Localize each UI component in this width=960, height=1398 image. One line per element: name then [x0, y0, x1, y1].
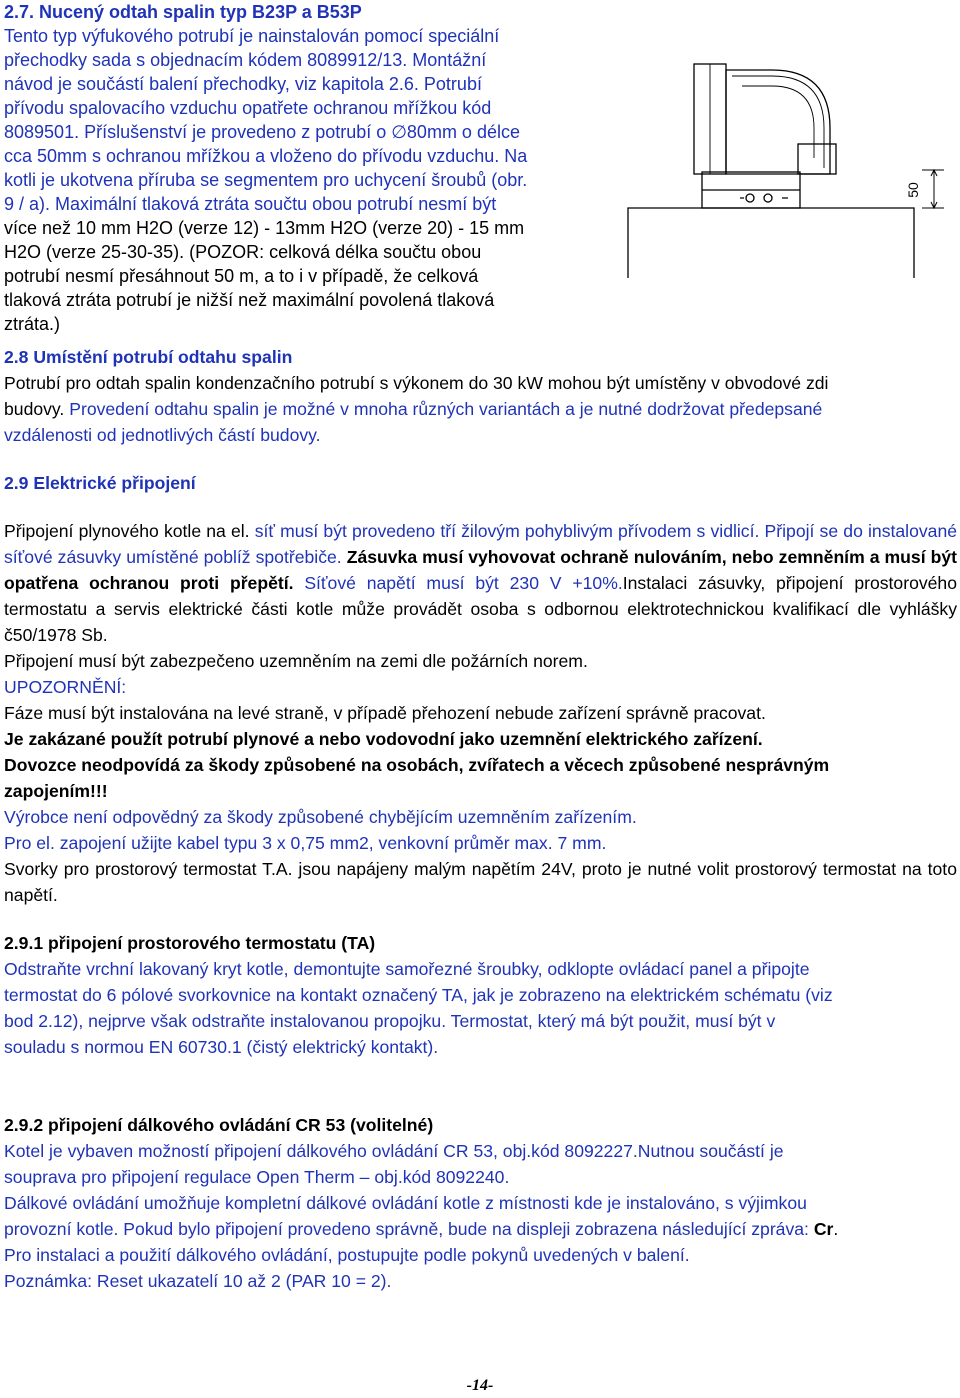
section-2-7-line: H2O (verze 25-30-35). (POZOR: celková délka součtu obou — [4, 242, 482, 262]
text-run: osoba s odbornou elektrotechnickou kvalifikací dle vyhlášky č50/1978 Sb. — [4, 599, 957, 645]
section-2-7-line: Tento typ výfukového potrubí je nainstalován pomocí speciální — [4, 26, 500, 46]
section-2-7-line: potrubí nesmí přesáhnout 50 m, a to i v případě, že celková — [4, 266, 479, 286]
section-2-7-line: přívodu spalovacího vzduchu opatřete ochranou mřížkou kód — [4, 98, 492, 118]
section-2-7-line: přechodky sada s objednacím kódem 8089912/13. Montážní — [4, 50, 487, 70]
text-run: termostat do 6 pólové svorkovnice na kontakt označený TA, jak je zobrazeno na elektrickém schématu (viz — [4, 985, 833, 1005]
warning-line: Výrobce není odpovědný za škody způsobené chybějícím uzemněním zařízením. — [4, 807, 637, 827]
text-run: Připojí se — [764, 521, 839, 541]
text-run: Síťové napětí musí být 230 V — [304, 573, 562, 593]
main-text — [4, 344, 957, 1294]
section-2-7-line: 8089501. Příslušenství je provedeno z potrubí o ∅80mm o délce — [4, 122, 520, 142]
text-run: Odstraňte vrchní lakovaný kryt kotle, demontujte samořezné šroubky, odklopte ovládací panel a připojte — [4, 959, 810, 979]
boiler-outline — [628, 208, 914, 278]
section-2-9-1-paragraph — [4, 956, 957, 1060]
section-2-7-line: tlaková ztráta potrubí je nižší než maximální povolená tlaková — [4, 290, 495, 310]
text-run: Potrubí pro odtah spalin kondenzačního potrubí s výkonem do 30 kW mohou být umístěny v obvodové zdi — [4, 373, 829, 393]
grounding-note: Připojení musí být zabezpečeno uzemněním na zemi dle požárních norem. — [4, 651, 588, 671]
section-2-9-2-paragraph — [4, 1138, 957, 1294]
text-run: +10%. — [572, 573, 623, 593]
text-run: síť musí být provedeno tří žilovým pohyblivým přívodem s vidlicí. — [254, 521, 760, 541]
warning-line: Pro el. zapojení užijte kabel typu 3 x 0,75 mm2, venkovní průměr max. 7 mm. — [4, 833, 607, 853]
text-run: Poznámka: Reset ukazatelí 10 až 2 (PAR 10 = 2). — [4, 1271, 392, 1291]
text-run: . — [833, 1219, 839, 1239]
text-run: termostat na toto napětí. — [4, 859, 957, 905]
section-2-7-heading: 2.7. Nucený odtah spalin typ B23P a B53P — [4, 2, 362, 22]
fixing-screw-icon — [746, 194, 754, 202]
section-2-9-2-heading: 2.9.2 připojení dálkového ovládání CR 53 (volitelné) — [4, 1115, 434, 1135]
text-run: souprava pro připojení regulace Open Therm – obj.kód 8092240. — [4, 1167, 510, 1187]
text-run: Kotel je vybaven možností připojení dálkového ovládání CR 53, obj.kód 8092227.Nutnou součástí je — [4, 1141, 784, 1161]
text-run: souladu s normou EN 60730.1 (čistý elektrický kontakt). — [4, 1037, 439, 1057]
page-number: -14- — [466, 1377, 494, 1394]
section-2-8-heading: 2.8 Umístění potrubí odtahu spalin — [4, 347, 293, 367]
text-run: Zásuvka musí vyhovovat ochraně — [346, 547, 629, 567]
section-2-7-line: kotli je ukotvena příruba se segmentem pro uchycení šroubů (obr. — [4, 170, 528, 190]
text-run: do instalované síťové zásuvky umístěné poblíž spotřebiče. — [4, 521, 958, 567]
dimension-marker — [922, 170, 944, 208]
warning-line: Je zakázané použít potrubí plynové a nebo vodovodní jako uzemnění elektrického zařízení. — [4, 729, 763, 749]
flue-elbow-figure — [622, 50, 952, 286]
display-message: Cr — [813, 1219, 834, 1239]
text-run: budovy. — [4, 399, 65, 419]
text-run: Provedení odtahu spalin je možné v mnoha různých variantách a je nutné dodržovat předepsané — [69, 399, 823, 419]
text-run: Pro instalaci a použití dálkového ovládání, postupujte podle pokynů uvedených v balení. — [4, 1245, 690, 1265]
section-2-7-line: 9 / a). Maximální tlaková ztráta součtu obou potrubí nesmí být — [4, 194, 497, 214]
text-run: Svorky pro prostorový termostat T.A. jsou napájeny malým napětím 24V, proto je nutné volit prostorový — [4, 859, 817, 879]
section-2-7-line: ztráta.) — [4, 314, 61, 334]
section-2-8-paragraph — [4, 370, 957, 448]
warning-line: zapojením!!! — [4, 781, 108, 801]
warning-line — [4, 856, 957, 908]
section-2-7-line: více než 10 mm H2O (verze 12) - 13mm H2O (verze 20) - 15 mm — [4, 218, 525, 238]
section-2-9-heading: 2.9 Elektrické připojení — [4, 473, 196, 493]
section-2-9-paragraph — [4, 518, 957, 648]
text-run: Instalaci zásuvky, připojení prostorového termostatu a servis elektrické části kotle může provádět — [4, 573, 958, 619]
text-run: Připojení plynového kotle na el. — [4, 521, 250, 541]
text-run: bod 2.12), nejprve však odstraňte instalovanou propojku. Termostat, který má být použit, musí být v — [4, 1011, 776, 1031]
section-2-7-line: cca 50mm s ochranou mřížkou a vloženo do přívodu vzduchu. Na — [4, 146, 528, 166]
warning-line: Dovozce neodpovídá za škody způsobené na osobách, zvířatech a věcech způsobené nesprávným — [4, 755, 830, 775]
warning-line: Fáze musí být instalována na levé straně, v případě přehození nebude zařízení správně pracovat. — [4, 703, 766, 723]
section-2-7-line: návod je součástí balení přechodky, viz kapitola 2.6. Potrubí — [4, 74, 482, 94]
text-run: vzdálenosti od jednotlivých částí budovy. — [4, 425, 321, 445]
flue-elbow-drawing — [622, 50, 952, 286]
warning-title: UPOZORNĚNÍ: — [4, 677, 127, 697]
section-2-7 — [4, 0, 604, 336]
text-run: provozní kotle. Pokud bylo připojení provedeno správně, bude na displeji zobrazena následující zpráva: — [4, 1219, 814, 1239]
text-run: Dálkové ovládání umožňuje kompletní dálkové ovládání kotle z místnosti kde je instalováno, s výjimkou — [4, 1193, 807, 1213]
section-2-9-1-heading: 2.9.1 připojení prostorového termostatu (TA) — [4, 933, 376, 953]
text-run: nulováním, nebo zemněním a musí být opatřena ochranou proti přepětí. — [4, 547, 958, 593]
elbow-body — [726, 70, 830, 174]
dimension-label: 50 — [905, 182, 921, 198]
